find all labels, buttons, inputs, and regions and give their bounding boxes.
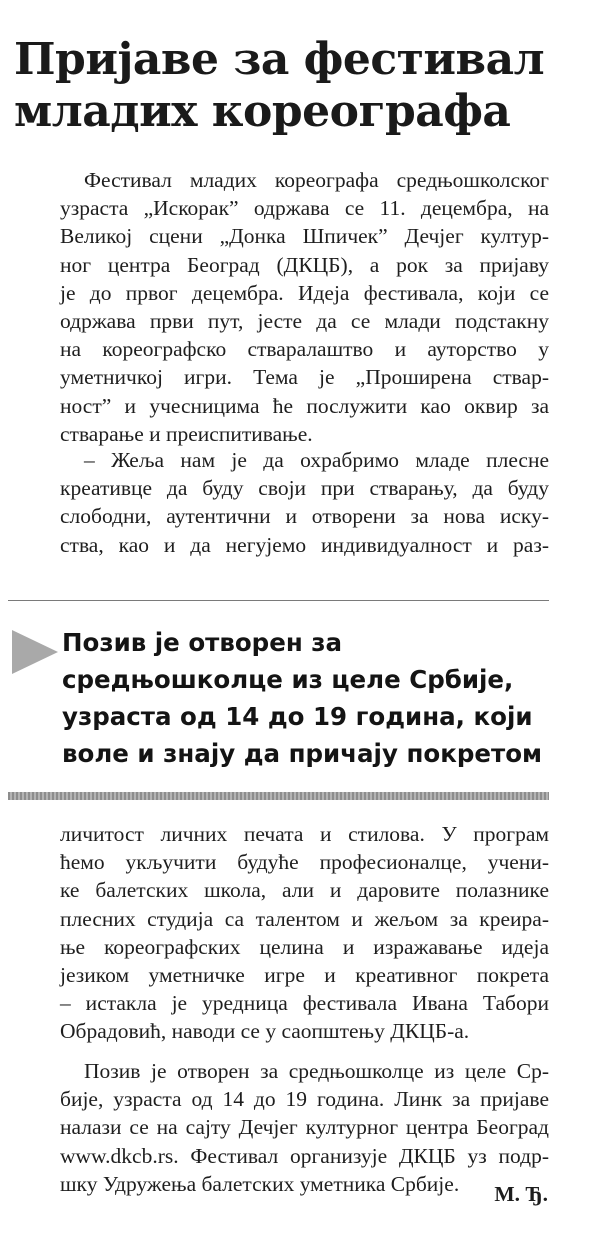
text-line: Позив је отворен за средњошколце из целе Ср- — [84, 1059, 549, 1083]
text-line: Великој сцени „Донка Шпичек” Дечјег култур- — [60, 224, 549, 249]
text-line: – Жеља нам је да охрабримо младе плесне — [84, 448, 549, 472]
headline: Пријаве за фестивал младих кореографа — [14, 34, 545, 137]
text-line: узраста од 14 до 19 година, који — [62, 702, 533, 731]
text-line: је до првог децембра. Идеја фестивала, који се — [60, 280, 549, 305]
text-line: на кореографско стваралаштво и ауторство у — [60, 337, 549, 362]
text-line: – истакла је уредница фестивала Ивана Табори — [60, 991, 549, 1016]
text-line: ње кореографских целина и изражавање идеја — [60, 934, 549, 959]
text-line: креативце да буду своји при стварању, да буду — [60, 476, 549, 501]
text-line: узраста „Искорак” одржава се 11. децембра, на — [60, 196, 549, 221]
text-line: воле и знају да причају покретом — [62, 739, 543, 768]
text-line: језиком уметничке игре и креативног покрета — [60, 963, 549, 987]
text-line: личитост личних печата и стилова. У програм — [60, 822, 549, 846]
triangle-arrow-icon — [10, 628, 60, 676]
text-line: средњошколце из целе Србије, — [62, 665, 514, 694]
text-line: налази се на сајту Дечјег културног центра Београд — [60, 1115, 549, 1140]
text-line: Фестивал младих кореографа средњошколског — [84, 168, 549, 192]
text-line: Обрадовић, наводи се у саопштењу ДКЦБ-а. — [60, 1019, 470, 1044]
text-line: плесних студија са талентом и жељом за креира- — [60, 906, 549, 931]
text-line: бије, узраста од 14 до 19 година. Линк за пријаве — [60, 1087, 549, 1112]
text-line: ног центра Београд (ДКЦБ), а рок за пријаву — [60, 252, 549, 277]
text-line: стварање и преиспитивање. — [60, 421, 313, 446]
text-line: слободни, аутентични и отворени за нова иску- — [60, 504, 549, 529]
text-line: ства, као и да негујемо индивидуалност и раз- — [60, 532, 549, 557]
text-line: ке балетских школа, али и даровите полазнике — [60, 878, 549, 903]
text-line: Позив је отворен за — [62, 628, 343, 657]
pull-quote-bottom-bar — [8, 792, 549, 800]
text-line: ност” и учесницима ће послужити као оквир за — [60, 393, 549, 418]
text-line: ћемо укључити будуће професионалце, учени- — [60, 850, 549, 875]
text-line: одржава први пут, јесте да се млади подстакну — [60, 309, 549, 333]
text-line: www.dkcb.rs. Фестивал организује ДКЦБ уз подр- — [60, 1143, 549, 1168]
pull-quote-top-rule — [8, 600, 549, 601]
text-line: шку Удружења балетских уметника Србије. — [60, 1171, 460, 1196]
text-line: уметничкој игри. Тема је „Проширена ствар- — [60, 365, 549, 390]
author-byline: М. Ђ. — [494, 1182, 548, 1206]
